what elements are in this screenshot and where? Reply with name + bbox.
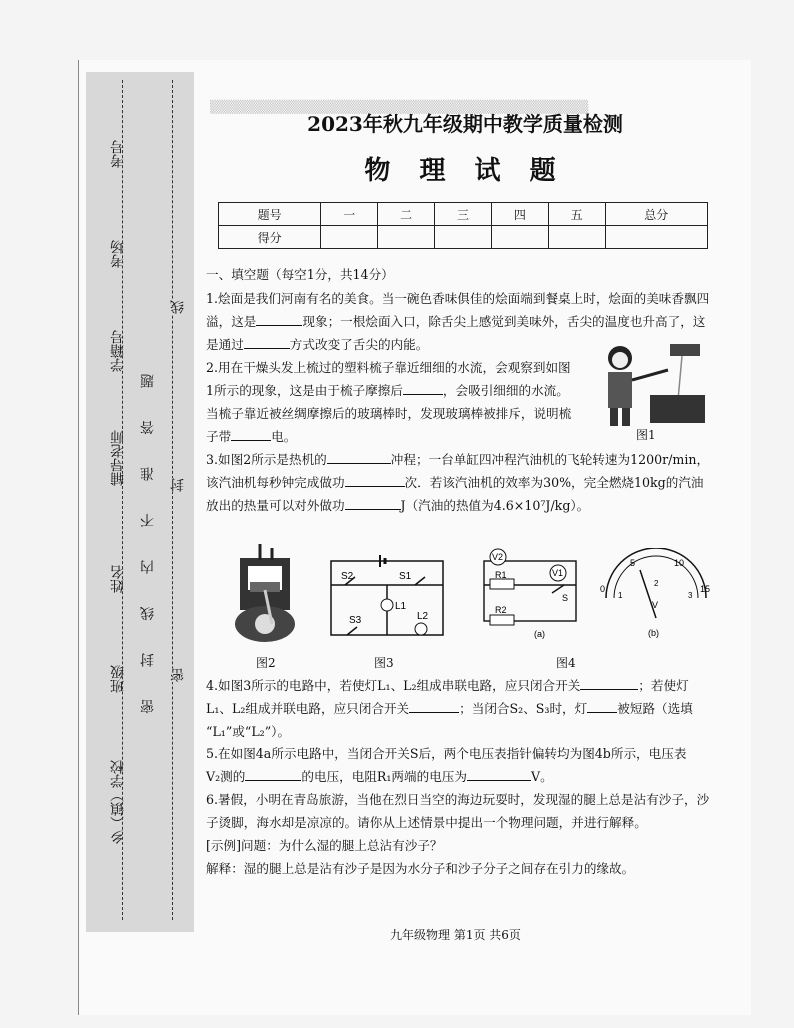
score-value-row — [219, 226, 708, 249]
mark-xian: 线 — [170, 300, 186, 314]
scale-unit: V — [652, 600, 659, 610]
q1-line2: 溢，这是 现象；一根烩面入口，除舌尖上感觉到美味外，舌尖的温度也升高了，这 — [206, 310, 726, 333]
label-s: S — [562, 593, 569, 603]
score-input[interactable] — [321, 226, 378, 249]
score-input[interactable] — [378, 226, 435, 249]
scale-1: 1 — [618, 591, 623, 600]
q5-line1: 5.在如图4a所示电路中，当闭合开关S后，两个电压表指针偏转均为图4b所示，电压表 — [206, 746, 687, 761]
score-input[interactable] — [605, 226, 707, 249]
score-cell: 二 — [378, 203, 435, 226]
q3-line1: 3.如图2所示是热机的 冲程；一台单缸四冲程汽油机的飞轮转速为1200r/min， — [206, 448, 726, 471]
answer-blank[interactable] — [327, 449, 391, 464]
q1-line1: 1.烩面是我们河南有名的美食。当一碗色香味俱佳的烩面端到餐桌上时，烩面的美味香飘四 — [206, 291, 710, 306]
label-r1: R1 — [495, 570, 507, 580]
exam-title: 2023年秋九年级期中教学质量检测 — [307, 112, 623, 136]
q2-line3: 当梳子靠近被丝绸摩擦后的玻璃棒时，发现玻璃棒被排斥，说明梳 — [206, 406, 572, 421]
figure-3-caption: 图3 — [374, 656, 394, 670]
label-s1: S1 — [399, 571, 412, 582]
q4-line3: “L₁”或“L₂”）。 — [206, 724, 291, 739]
label-s3: S3 — [349, 615, 362, 626]
label-l1: L1 — [395, 601, 407, 612]
answer-blank[interactable] — [245, 766, 301, 781]
q4-line1: 4.如图3所示的电路中，若使灯L₁、L₂组成串联电路，应只闭合开关 ；若使灯 — [206, 674, 726, 697]
answer-blank[interactable] — [244, 334, 290, 349]
field-xingming: 姓名 — [110, 565, 126, 593]
field-banji: 班级 — [110, 665, 126, 693]
score-cell: 题号 — [219, 203, 321, 226]
score-cell: 得分 — [219, 226, 321, 249]
page-footer: 九年级物理 第1页 共6页 — [390, 928, 521, 942]
figure-3-circuit — [325, 545, 450, 645]
mark-mi: 密 — [170, 668, 186, 682]
answer-blank[interactable] — [587, 698, 617, 713]
field-fudao: 辅导老师 — [110, 430, 126, 486]
mark-feng: 封 — [170, 478, 186, 492]
section-heading: 一、填空题（每空1分，共14分） — [206, 267, 394, 282]
q2-line2: 1所示的现象，这是由于梳子摩擦后 ，会吸引细细的水流。 — [206, 379, 596, 402]
figure-4a-circuit — [478, 545, 583, 640]
question-3 — [206, 448, 726, 517]
scale-2: 2 — [654, 579, 659, 588]
score-cell: 三 — [435, 203, 492, 226]
q6-line1: 6.暑假，小明在青岛旅游，当他在烈日当空的海边玩耍时，发现湿的腿上总是沾有沙子，沙 — [206, 792, 710, 807]
seal-notice: 密 封 线 内 不 准 答 题 — [140, 360, 156, 714]
label-a: (a) — [534, 629, 545, 639]
figure-2-engine — [230, 540, 300, 645]
field-kaohao: 考号 — [110, 140, 126, 168]
field-xuexiao: 乡（镇）学校 — [110, 760, 126, 844]
figure-4-caption: 图4 — [556, 656, 576, 670]
question-4 — [206, 674, 726, 743]
label-v2: V2 — [492, 552, 504, 562]
score-cell: 四 — [491, 203, 548, 226]
score-input[interactable] — [435, 226, 492, 249]
q1-line3: 是通过 方式改变了舌尖的内能。 — [206, 333, 726, 356]
field-xuejihao: 学籍号 — [110, 330, 126, 372]
score-cell: 五 — [548, 203, 605, 226]
answer-blank[interactable] — [409, 698, 459, 713]
score-cell: 一 — [321, 203, 378, 226]
q3-line3: 放出的热量可以对外做功 J（汽油的热值为4.6×10⁷J/kg）。 — [206, 494, 726, 517]
figure-2-caption: 图2 — [256, 656, 276, 670]
q6-line2: 子烫脚，海水却是凉凉的。请你从上述情景中提出一个物理问题，并进行解释。 — [206, 815, 647, 830]
question-5 — [206, 742, 726, 788]
scale-10: 10 — [674, 558, 685, 568]
score-header-row — [219, 203, 708, 226]
figure-1-illustration — [590, 340, 710, 430]
q2-line4: 子带 电。 — [206, 425, 596, 448]
answer-blank[interactable] — [256, 311, 302, 326]
bleed-through: ▒▒▒▒▒▒▒▒▒▒▒▒▒▒▒▒▒▒▒▒▒▒▒▒▒▒▒▒▒▒▒▒▒▒▒▒▒▒▒▒▒ — [210, 100, 589, 114]
answer-blank[interactable] — [580, 675, 638, 690]
q2-line1: 2.用在干燥头发上梳过的塑料梳子靠近细细的水流，会观察到如图 — [206, 360, 571, 375]
q6-explanation: 解释：湿的腿上总是沾有沙子是因为水分子和沙子分子之间存在引力的缘故。 — [206, 861, 635, 876]
label-v1: V1 — [552, 568, 564, 578]
score-table — [218, 202, 708, 249]
answer-line — [122, 80, 123, 920]
answer-blank[interactable] — [345, 495, 401, 510]
figure-1-caption: 图1 — [636, 428, 656, 442]
scale-0: 0 — [600, 584, 606, 594]
score-input[interactable] — [491, 226, 548, 249]
question-6 — [206, 788, 726, 880]
q4-line2: L₁、L₂组成并联电路，应只闭合开关 ；当闭合S₂、S₃时，灯 被短路（选填 — [206, 697, 726, 720]
label-s2: S2 — [341, 571, 354, 582]
answer-blank[interactable] — [231, 426, 271, 441]
question-2 — [206, 356, 596, 448]
scale-3: 3 — [688, 591, 693, 600]
subject-title: 物 理 试 题 — [364, 156, 566, 186]
score-input[interactable] — [548, 226, 605, 249]
answer-blank[interactable] — [403, 380, 443, 395]
answer-blank[interactable] — [467, 766, 531, 781]
answer-blank[interactable] — [345, 472, 405, 487]
field-kaochang: 考场 — [110, 240, 126, 268]
figure-4b-voltmeter — [596, 548, 716, 640]
label-b: (b) — [648, 628, 659, 638]
scale-15: 15 — [700, 584, 711, 594]
seal-line — [172, 80, 173, 920]
label-l2: L2 — [417, 611, 429, 622]
label-r2: R2 — [495, 605, 507, 615]
q5-line2: V₂测的 的电压，电阻R₁两端的电压为 V。 — [206, 765, 726, 788]
scale-5: 5 — [630, 558, 636, 568]
q6-example: [示例]问题：为什么湿的腿上总沾有沙子？ — [206, 838, 443, 853]
score-cell: 总分 — [605, 203, 707, 226]
q3-line2: 该汽油机每秒钟完成做功 次．若该汽油机的效率为30%，完全燃烧10kg的汽油 — [206, 471, 726, 494]
